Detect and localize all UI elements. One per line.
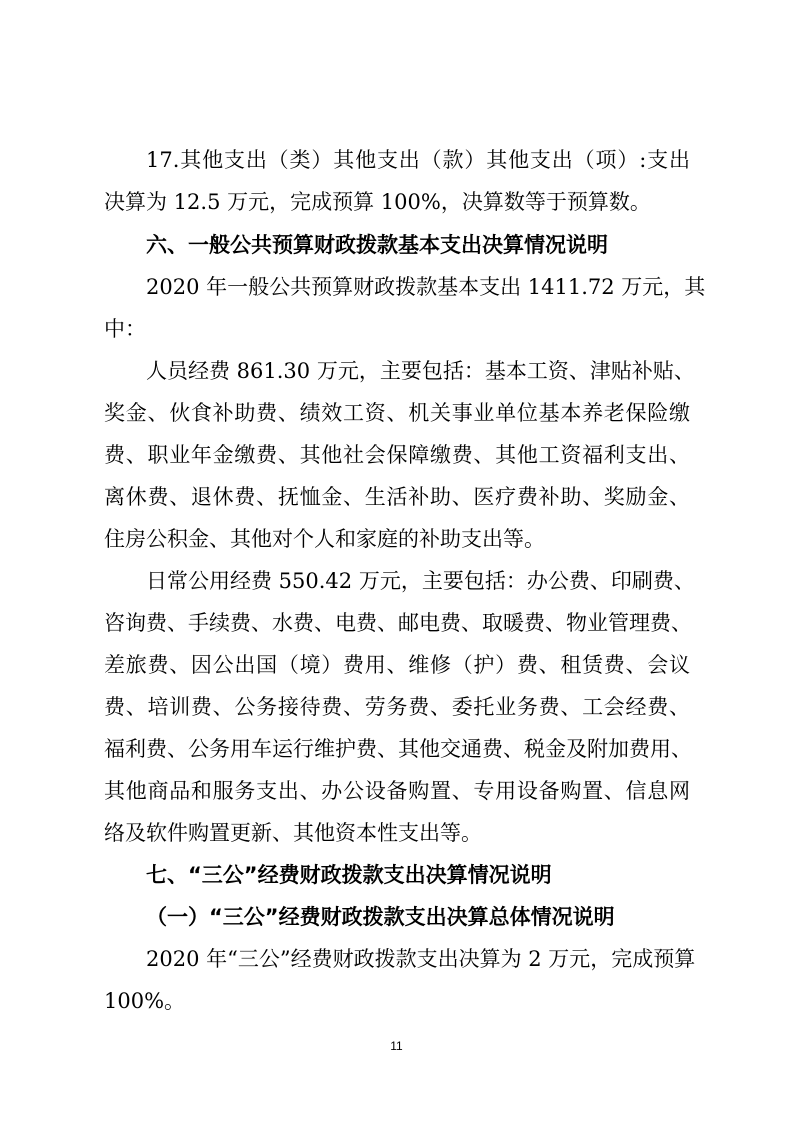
paragraph-line: 日常公用经费 550.42 万元，主要包括：办公费、印刷费、	[146, 569, 695, 593]
paragraph-line: 住房公积金、其他对个人和家庭的补助支出等。	[104, 527, 545, 551]
paragraph-line: 费、职业年金缴费、其他社会保障缴费、其他工资福利支出、	[104, 443, 690, 467]
subsection-heading: （一）“三公”经费财政拨款支出决算总体情况说明	[146, 905, 615, 929]
paragraph-line: 奖金、伙食补助费、绩效工资、机关事业单位基本养老保险缴	[104, 401, 690, 425]
paragraph-line: 100%。	[104, 989, 186, 1013]
paragraph-line: 费、培训费、公务接待费、劳务费、委托业务费、工会经费、	[104, 695, 690, 719]
paragraph-line: 福利费、公务用车运行维护费、其他交通费、税金及附加费用、	[104, 737, 692, 761]
paragraph-line: 2020 年一般公共预算财政拨款基本支出 1411.72 万元，其	[146, 275, 706, 299]
paragraph-line: 中：	[104, 317, 146, 341]
paragraph-line: 离休费、退休费、抚恤金、生活补助、医疗费补助、奖励金、	[104, 485, 690, 509]
section-heading: 六、一般公共预算财政拨款基本支出决算情况说明	[146, 233, 608, 257]
paragraph-line: 差旅费、因公出国（境）费用、维修（护）费、租赁费、会议	[104, 653, 690, 677]
page-number: 11	[390, 1039, 403, 1053]
paragraph-line: 人员经费 861.30 万元，主要包括：基本工资、津贴补贴、	[146, 359, 695, 383]
paragraph-line: 络及软件购置更新、其他资本性支出等。	[104, 821, 482, 845]
paragraph-line: 咨询费、手续费、水费、电费、邮电费、取暖费、物业管理费、	[104, 611, 692, 635]
paragraph-line: 决算为 12.5 万元，完成预算 100%，决算数等于预算数。	[104, 190, 651, 214]
paragraph-line: 其他商品和服务支出、办公设备购置、专用设备购置、信息网	[104, 779, 690, 803]
section-heading: 七、“三公”经费财政拨款支出决算情况说明	[146, 863, 552, 887]
paragraph-line: 2020 年“三公”经费财政拨款支出决算为 2 万元，完成预算	[146, 947, 696, 971]
paragraph-line: 17.其他支出（类）其他支出（款）其他支出（项）:支出	[146, 148, 690, 172]
